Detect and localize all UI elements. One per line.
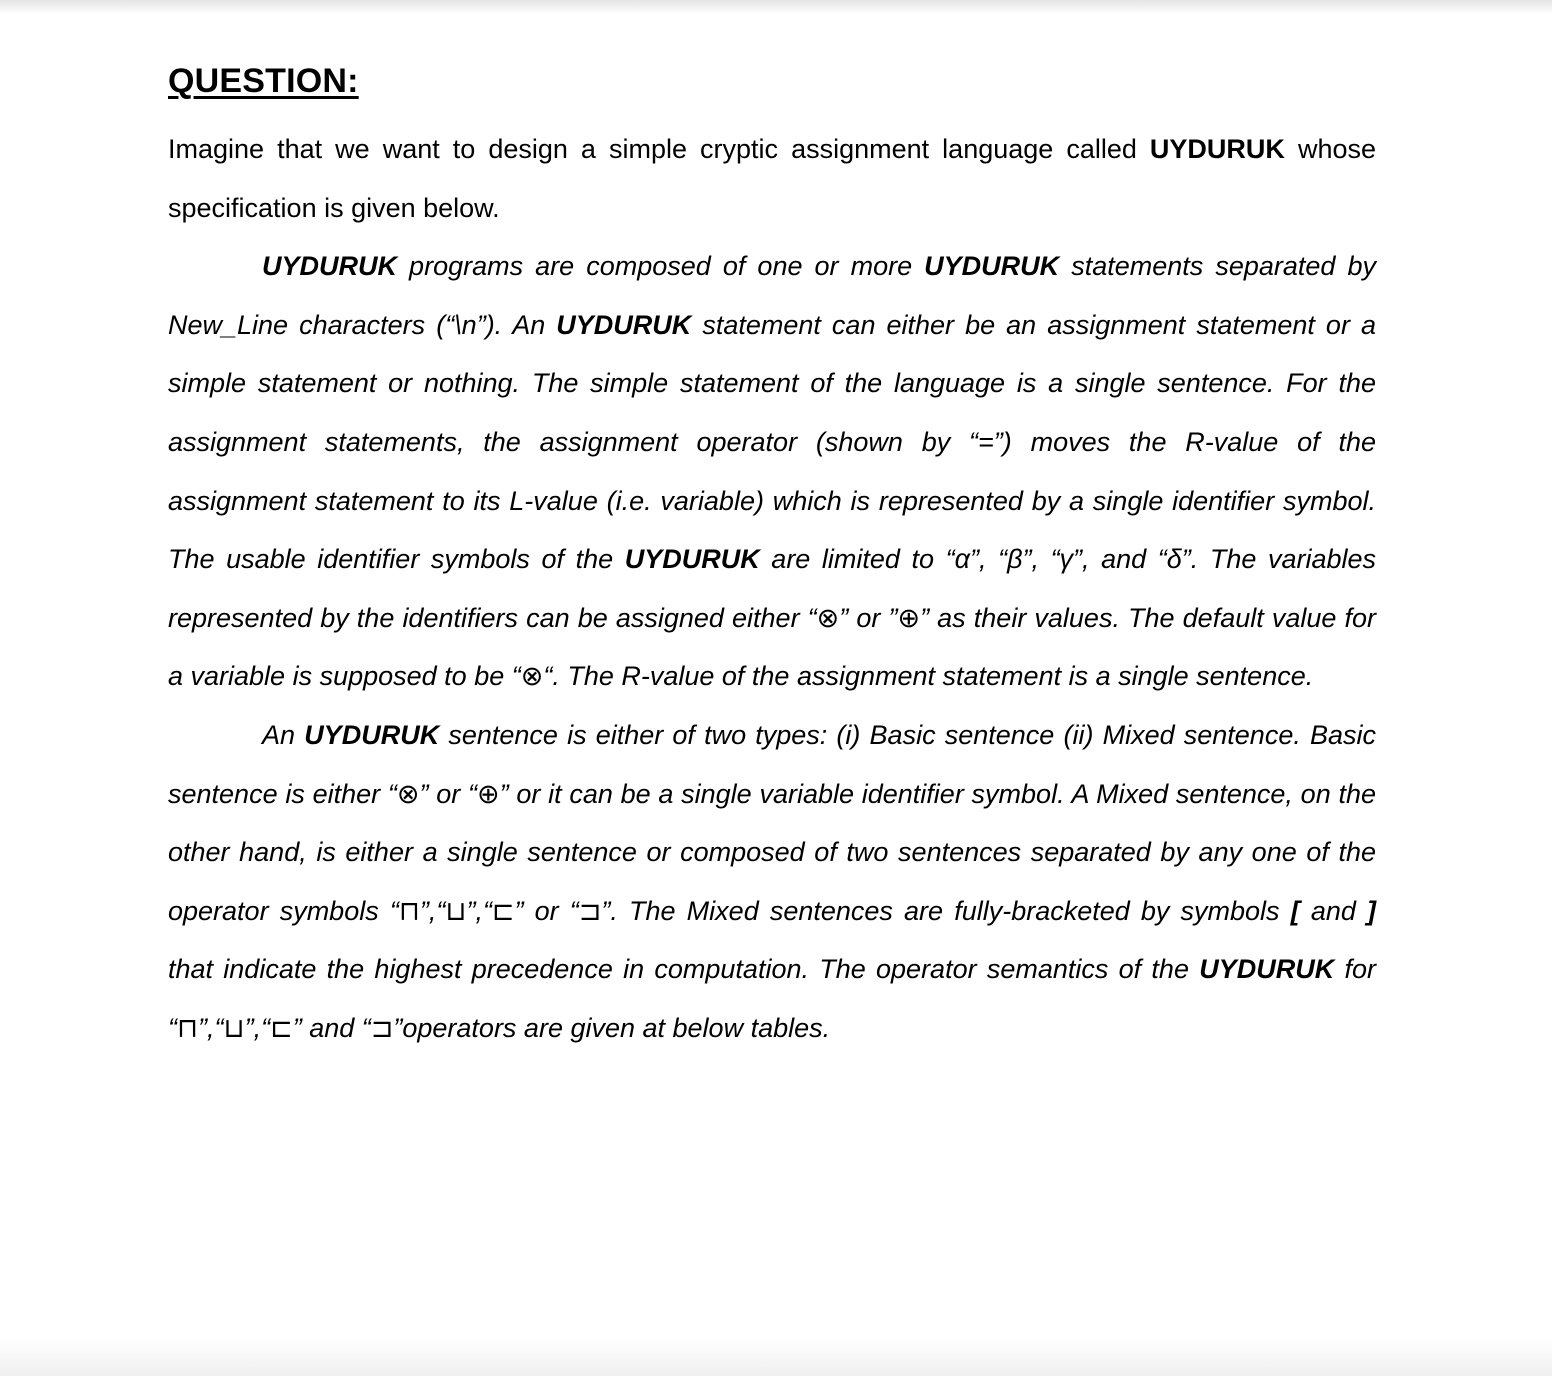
para1-text-4: are limited to “α”, “β”, “γ”, and “δ”. The variables represented by the identifiers can be assigned either “⊗” or ”⊕” as their values. The default value for a variable is supposed to be “⊗“. The R-value of the assignment statement is a single sentence. xyxy=(168,544,1376,692)
language-name: UYDURUK xyxy=(1199,954,1335,985)
para2-text-2: sentence is either of two types: (i) Basic sentence (ii) Mixed sentence. Basic sentence is either “⊗” or “⊕” or it can be a single variable identifier symbol. A Mixed sentence, on the other hand, is either a single sentence or composed of two sentences separated by any one of the operator symbols “⊓”,“⊔”,“⊏” or “⊐”. The Mixed sentences are fully-bracketed by symbols xyxy=(168,719,1377,926)
language-name: UYDURUK xyxy=(304,719,440,750)
intro-text-2: whose specification is given below. xyxy=(168,134,1376,223)
language-name: UYDURUK xyxy=(262,251,397,282)
para2-text-5: for “⊓”,“⊔”,“⊏” and “⊐”operators are given at below tables. xyxy=(168,954,1377,1043)
close-bracket-symbol: ] xyxy=(1367,895,1376,926)
para2-text-4: that indicate the highest precedence in computation. The operator semantics of the xyxy=(168,954,1200,985)
page-bottom-shadow xyxy=(0,1340,1552,1376)
para1-text-2: statements separated by New_Line characters (“\n”). An xyxy=(168,251,1377,340)
para2-text-1: An xyxy=(262,719,305,750)
para1-text-1: programs are composed of one or more xyxy=(397,251,925,282)
language-name: UYDURUK xyxy=(556,309,692,340)
intro-text-1: Imagine that we want to design a simple cryptic assignment language called xyxy=(168,134,1150,164)
specification-paragraph-1 xyxy=(168,237,1376,706)
document-page xyxy=(168,58,1376,1058)
language-name: UYDURUK xyxy=(1149,134,1285,164)
para2-text-3: and xyxy=(1299,895,1367,926)
para1-text-3: statement can either be an assignment statement or a simple statement or nothing. The simple statement of the language is a single sentence. For the assignment statements, the assignment operator (shown by “=”) moves the R-value of the assignment statement to its L-value (i.e. variable) which is represented by a single identifier symbol. The usable identifier symbols of the xyxy=(168,309,1376,575)
question-heading: QUESTION: xyxy=(168,62,359,100)
intro-paragraph xyxy=(168,120,1376,237)
open-bracket-symbol: [ xyxy=(1290,895,1300,926)
specification-paragraph-2 xyxy=(168,706,1376,1058)
language-name: UYDURUK xyxy=(624,544,760,575)
page-top-shadow xyxy=(0,0,1552,14)
language-name: UYDURUK xyxy=(924,251,1060,282)
